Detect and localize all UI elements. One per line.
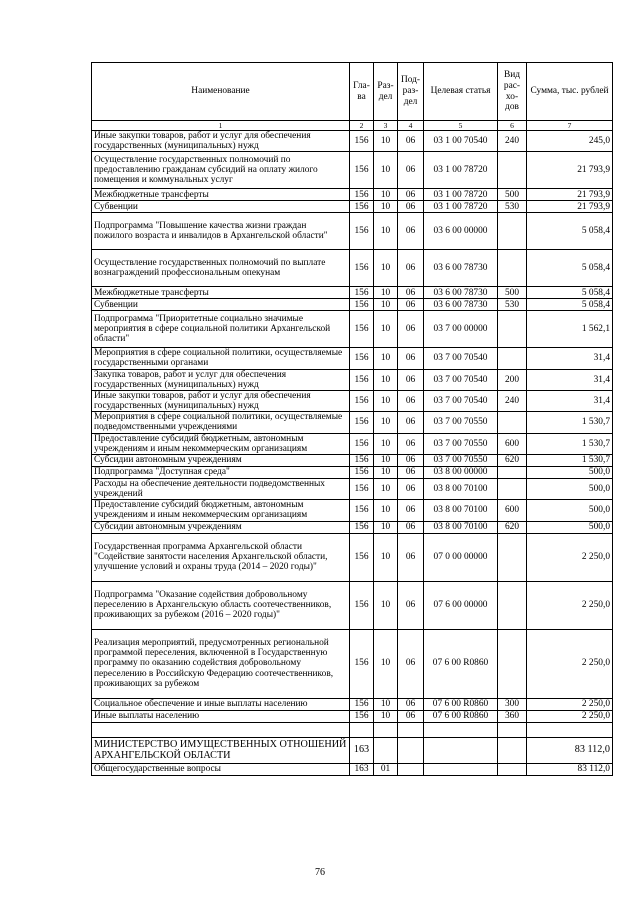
- table-row: [92, 201, 613, 213]
- cell-name: Субвенции: [92, 299, 350, 311]
- cell-amount: 5 058,4: [527, 287, 613, 299]
- cell-expense-type: 300: [498, 698, 527, 710]
- cell-subsection: 06: [398, 478, 424, 499]
- table-row: [92, 152, 613, 189]
- cell-expense-type: [498, 348, 527, 369]
- cell-chapter: 156: [350, 581, 374, 629]
- cell-expense-type: 500: [498, 287, 527, 299]
- cell-section: 10: [374, 433, 398, 454]
- cell-section: [374, 737, 398, 763]
- header-amount: Сумма, тыс. рублей: [527, 63, 613, 121]
- cell-section: 10: [374, 710, 398, 722]
- cell-expense-type: [498, 478, 527, 499]
- cell-section: 10: [374, 698, 398, 710]
- column-number-row: [92, 121, 613, 131]
- cell-amount: 245,0: [527, 131, 613, 152]
- table-row: [92, 348, 613, 369]
- cell-subsection: 06: [398, 581, 424, 629]
- cell-subsection: 06: [398, 454, 424, 466]
- cell-expense-type: 600: [498, 500, 527, 521]
- cell-name: Подпрограмма "Оказание содействия добровольному переселению в Архангельскую область соотечественников, проживающих за рубежом (2016 – 2020 годы)": [92, 581, 350, 629]
- cell-name: Мероприятия в сфере социальной политики, осуществляемые государственными органами: [92, 348, 350, 369]
- cell-section: 10: [374, 311, 398, 348]
- cell-subsection: 06: [398, 201, 424, 213]
- empty-cell: [92, 722, 350, 737]
- empty-cell: [424, 722, 498, 737]
- cell-amount: 2 250,0: [527, 581, 613, 629]
- cell-amount: 1 530,7: [527, 433, 613, 454]
- empty-cell: [398, 722, 424, 737]
- cell-target-article: 07 6 00 00000: [424, 581, 498, 629]
- cell-section: 10: [374, 521, 398, 533]
- cell-section: 10: [374, 466, 398, 478]
- header-expense-type: Вид рас-хо-дов: [498, 63, 527, 121]
- cell-section: 10: [374, 369, 398, 390]
- cell-section: 10: [374, 152, 398, 189]
- cell-section: 10: [374, 629, 398, 698]
- cell-chapter: 156: [350, 433, 374, 454]
- cell-section: 10: [374, 189, 398, 201]
- cell-name: Закупка товаров, работ и услуг для обеспечения государственных (муниципальных) нужд: [92, 369, 350, 390]
- cell-section: 10: [374, 581, 398, 629]
- cell-expense-type: 240: [498, 390, 527, 411]
- cell-amount: 1 530,7: [527, 412, 613, 433]
- cell-target-article: 03 7 00 70540: [424, 369, 498, 390]
- cell-name: Государственная программа Архангельской области "Содействие занятости населения Архангельской области, улучшение условий и охраны труда (2014 – 2020 годы)": [92, 533, 350, 581]
- cell-expense-type: 200: [498, 369, 527, 390]
- cell-subsection: 06: [398, 629, 424, 698]
- cell-subsection: 06: [398, 466, 424, 478]
- table-row: [92, 710, 613, 722]
- cell-subsection: [398, 763, 424, 775]
- cell-chapter: 156: [350, 250, 374, 287]
- cell-chapter: 156: [350, 454, 374, 466]
- cell-chapter: 156: [350, 412, 374, 433]
- cell-chapter: 156: [350, 348, 374, 369]
- cell-chapter: 156: [350, 466, 374, 478]
- table-row: [92, 454, 613, 466]
- cell-expense-type: [498, 412, 527, 433]
- table-row: [92, 521, 613, 533]
- table-row: [92, 131, 613, 152]
- cell-chapter: 156: [350, 213, 374, 250]
- cell-chapter: 156: [350, 533, 374, 581]
- cell-expense-type: [498, 250, 527, 287]
- cell-target-article: 03 1 00 78720: [424, 152, 498, 189]
- cell-target-article: [424, 737, 498, 763]
- cell-amount: 1 530,7: [527, 454, 613, 466]
- cell-name: Общегосударственные вопросы: [92, 763, 350, 775]
- cell-target-article: 03 6 00 78730: [424, 299, 498, 311]
- table-row: [92, 213, 613, 250]
- cell-chapter: 156: [350, 500, 374, 521]
- cell-name: Субсидии автономным учреждениям: [92, 454, 350, 466]
- cell-name: Реализация мероприятий, предусмотренных региональной программой переселения, включенной в Государственную программу по оказанию содействия добровольному переселению в Российскую Федерацию соотечественников, проживающих за рубежом: [92, 629, 350, 698]
- table-row: [92, 478, 613, 499]
- cell-section: 10: [374, 390, 398, 411]
- header-target-article: Целевая статья: [424, 63, 498, 121]
- cell-chapter: 156: [350, 390, 374, 411]
- cell-target-article: 07 0 00 00000: [424, 533, 498, 581]
- cell-section: 10: [374, 454, 398, 466]
- cell-target-article: [424, 763, 498, 775]
- cell-expense-type: [498, 466, 527, 478]
- cell-subsection: 06: [398, 287, 424, 299]
- cell-amount: 500,0: [527, 478, 613, 499]
- cell-expense-type: 530: [498, 299, 527, 311]
- table-row: [92, 629, 613, 698]
- header-chapter: Гла-ва: [350, 63, 374, 121]
- cell-target-article: 03 7 00 00000: [424, 311, 498, 348]
- cell-name: Межбюджетные трансферты: [92, 287, 350, 299]
- cell-amount: 500,0: [527, 500, 613, 521]
- table-row: [92, 299, 613, 311]
- column-number: 6: [498, 121, 527, 131]
- cell-expense-type: [498, 152, 527, 189]
- cell-expense-type: 600: [498, 433, 527, 454]
- table-row: [92, 287, 613, 299]
- cell-target-article: 03 8 00 70100: [424, 521, 498, 533]
- cell-section: 10: [374, 412, 398, 433]
- cell-subsection: 06: [398, 698, 424, 710]
- table-row: [92, 412, 613, 433]
- cell-amount: 2 250,0: [527, 629, 613, 698]
- cell-target-article: 03 7 00 70550: [424, 454, 498, 466]
- empty-cell: [374, 722, 398, 737]
- table-row: [92, 763, 613, 775]
- cell-name: Подпрограмма "Приоритетные социально значимые мероприятия в сфере социальной политики Архангельской области": [92, 311, 350, 348]
- cell-chapter: 156: [350, 311, 374, 348]
- cell-name: Мероприятия в сфере социальной политики, осуществляемые подведомственными учреждениями: [92, 412, 350, 433]
- cell-section: 10: [374, 299, 398, 311]
- column-number: 3: [374, 121, 398, 131]
- cell-target-article: 03 7 00 70550: [424, 412, 498, 433]
- cell-name: Подпрограмма "Повышение качества жизни граждан пожилого возраста и инвалидов в Архангельской области": [92, 213, 350, 250]
- page-number: 76: [315, 867, 325, 878]
- cell-chapter: 156: [350, 478, 374, 499]
- table-header-row: [92, 63, 613, 121]
- cell-section: 10: [374, 478, 398, 499]
- empty-cell: [527, 722, 613, 737]
- table-row: [92, 533, 613, 581]
- column-number: 2: [350, 121, 374, 131]
- table-row: [92, 500, 613, 521]
- cell-section: 10: [374, 201, 398, 213]
- cell-subsection: 06: [398, 250, 424, 287]
- cell-chapter: 156: [350, 131, 374, 152]
- table-row: [92, 433, 613, 454]
- table-row: [92, 390, 613, 411]
- header-section: Раз-дел: [374, 63, 398, 121]
- cell-target-article: 03 1 00 78720: [424, 189, 498, 201]
- cell-name: Иные выплаты населению: [92, 710, 350, 722]
- cell-target-article: 03 8 00 00000: [424, 466, 498, 478]
- header-name: Наименование: [92, 63, 350, 121]
- table-row: [92, 250, 613, 287]
- cell-target-article: 03 8 00 70100: [424, 478, 498, 499]
- column-number: 4: [398, 121, 424, 131]
- cell-amount: 5 058,4: [527, 213, 613, 250]
- cell-amount: 21 793,9: [527, 189, 613, 201]
- cell-name: Осуществление государственных полномочий по предоставлению гражданам субсидий на оплату жилого помещения и коммунальных услуг: [92, 152, 350, 189]
- cell-subsection: 06: [398, 500, 424, 521]
- cell-target-article: 03 8 00 70100: [424, 500, 498, 521]
- cell-section: 10: [374, 500, 398, 521]
- cell-amount: 21 793,9: [527, 201, 613, 213]
- cell-target-article: 03 6 00 78730: [424, 250, 498, 287]
- cell-name: Предоставление субсидий бюджетным, автономным учреждениям и иным некоммерческим организациям: [92, 500, 350, 521]
- cell-subsection: 06: [398, 369, 424, 390]
- cell-expense-type: [498, 581, 527, 629]
- cell-amount: 83 112,0: [527, 763, 613, 775]
- cell-section: 10: [374, 287, 398, 299]
- cell-amount: 500,0: [527, 521, 613, 533]
- cell-subsection: 06: [398, 348, 424, 369]
- cell-subsection: 06: [398, 521, 424, 533]
- cell-target-article: 07 6 00 R0860: [424, 629, 498, 698]
- cell-chapter: 156: [350, 521, 374, 533]
- cell-name: Осуществление государственных полномочий по выплате вознаграждений профессиональным опекунам: [92, 250, 350, 287]
- spacer-row: [92, 722, 613, 737]
- table-row: [92, 698, 613, 710]
- cell-name: Субвенции: [92, 201, 350, 213]
- cell-target-article: 03 1 00 70540: [424, 131, 498, 152]
- cell-target-article: 03 6 00 00000: [424, 213, 498, 250]
- cell-expense-type: [498, 763, 527, 775]
- cell-target-article: 07 6 00 R0860: [424, 710, 498, 722]
- cell-name: Иные закупки товаров, работ и услуг для обеспечения государственных (муниципальных) нужд: [92, 390, 350, 411]
- cell-amount: 31,4: [527, 348, 613, 369]
- cell-subsection: 06: [398, 152, 424, 189]
- cell-name: Иные закупки товаров, работ и услуг для обеспечения государственных (муниципальных) нужд: [92, 131, 350, 152]
- cell-amount: 500,0: [527, 466, 613, 478]
- cell-subsection: [398, 737, 424, 763]
- cell-section: 10: [374, 131, 398, 152]
- cell-expense-type: [498, 213, 527, 250]
- cell-amount: 2 250,0: [527, 698, 613, 710]
- cell-chapter: 163: [350, 763, 374, 775]
- cell-target-article: 03 6 00 78730: [424, 287, 498, 299]
- cell-chapter: 156: [350, 698, 374, 710]
- cell-name: Предоставление субсидий бюджетным, автономным учреждениям и иным некоммерческим организациям: [92, 433, 350, 454]
- cell-section: 10: [374, 348, 398, 369]
- cell-chapter: 156: [350, 629, 374, 698]
- cell-amount: 2 250,0: [527, 710, 613, 722]
- cell-amount: 1 562,1: [527, 311, 613, 348]
- cell-subsection: 06: [398, 710, 424, 722]
- cell-target-article: 03 7 00 70540: [424, 348, 498, 369]
- cell-chapter: 156: [350, 287, 374, 299]
- ministry-body: [92, 737, 613, 775]
- cell-expense-type: 530: [498, 201, 527, 213]
- cell-expense-type: 360: [498, 710, 527, 722]
- cell-subsection: 06: [398, 390, 424, 411]
- cell-chapter: 156: [350, 152, 374, 189]
- cell-subsection: 06: [398, 299, 424, 311]
- cell-name: Субсидии автономным учреждениям: [92, 521, 350, 533]
- table-body: [92, 131, 613, 738]
- cell-section: 10: [374, 533, 398, 581]
- column-number: 7: [527, 121, 613, 131]
- cell-chapter: 156: [350, 710, 374, 722]
- cell-expense-type: [498, 533, 527, 581]
- cell-chapter: 156: [350, 189, 374, 201]
- cell-amount: 2 250,0: [527, 533, 613, 581]
- cell-section: 01: [374, 763, 398, 775]
- cell-expense-type: [498, 311, 527, 348]
- cell-target-article: 03 7 00 70540: [424, 390, 498, 411]
- cell-subsection: 06: [398, 311, 424, 348]
- column-number: 5: [424, 121, 498, 131]
- empty-cell: [350, 722, 374, 737]
- cell-subsection: 06: [398, 412, 424, 433]
- cell-subsection: 06: [398, 533, 424, 581]
- table-row: [92, 581, 613, 629]
- cell-target-article: 03 7 00 70550: [424, 433, 498, 454]
- cell-target-article: 07 6 00 R0860: [424, 698, 498, 710]
- cell-name: Социальное обеспечение и иные выплаты населению: [92, 698, 350, 710]
- cell-expense-type: 500: [498, 189, 527, 201]
- cell-amount: 5 058,4: [527, 299, 613, 311]
- cell-name: Расходы на обеспечение деятельности подведомственных учреждений: [92, 478, 350, 499]
- cell-name: Межбюджетные трансферты: [92, 189, 350, 201]
- cell-subsection: 06: [398, 189, 424, 201]
- cell-chapter: 163: [350, 737, 374, 763]
- cell-chapter: 156: [350, 369, 374, 390]
- cell-subsection: 06: [398, 433, 424, 454]
- cell-expense-type: [498, 737, 527, 763]
- cell-expense-type: 240: [498, 131, 527, 152]
- budget-table: [91, 62, 613, 776]
- cell-section: 10: [374, 250, 398, 287]
- table-row: [92, 466, 613, 478]
- cell-target-article: 03 1 00 78720: [424, 201, 498, 213]
- cell-amount: 21 793,9: [527, 152, 613, 189]
- cell-amount: 83 112,0: [527, 737, 613, 763]
- table-row: [92, 189, 613, 201]
- table-row: [92, 311, 613, 348]
- cell-name: Подпрограмма "Доступная среда": [92, 466, 350, 478]
- cell-chapter: 156: [350, 299, 374, 311]
- cell-amount: 31,4: [527, 369, 613, 390]
- cell-amount: 31,4: [527, 390, 613, 411]
- cell-section: 10: [374, 213, 398, 250]
- table-row: [92, 369, 613, 390]
- cell-name: МИНИСТЕРСТВО ИМУЩЕСТВЕННЫХ ОТНОШЕНИЙ АРХАНГЕЛЬСКОЙ ОБЛАСТИ: [92, 737, 350, 763]
- empty-cell: [498, 722, 527, 737]
- cell-subsection: 06: [398, 131, 424, 152]
- cell-expense-type: [498, 629, 527, 698]
- cell-chapter: 156: [350, 201, 374, 213]
- cell-amount: 5 058,4: [527, 250, 613, 287]
- table-row: [92, 737, 613, 763]
- header-subsection: Под-раз-дел: [398, 63, 424, 121]
- column-number: 1: [92, 121, 350, 131]
- cell-expense-type: 620: [498, 521, 527, 533]
- cell-expense-type: 620: [498, 454, 527, 466]
- cell-subsection: 06: [398, 213, 424, 250]
